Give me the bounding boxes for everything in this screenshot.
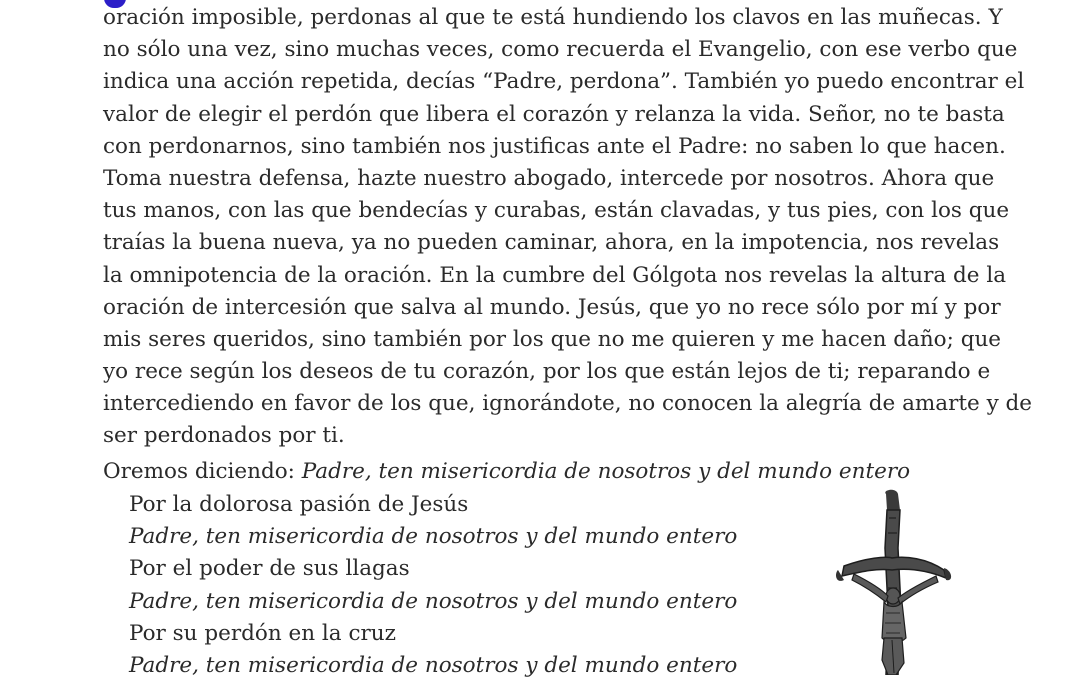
paragraph-line: mis seres queridos, sino también por los que no me quieren y me hacen daño; que xyxy=(103,326,1002,352)
paragraph-line: traías la buena nueva, ya no pueden caminar, ahora, en la impotencia, nos revelas xyxy=(103,230,1000,256)
paragraph-line: con perdonarnos, sino también nos justificas ante el Padre: no saben lo que hacen. xyxy=(103,133,1006,159)
paragraph-line: intercediendo en favor de los que, ignorándote, no conocen la alegría de amarte y de xyxy=(103,391,1033,417)
paragraph-line: no sólo una vez, sino muchas veces, como recuerda el Evangelio, con ese verbo que xyxy=(103,37,1018,63)
paragraph-line: oración de intercesión que salva al mundo. Jesús, que yo no rece sólo por mí y por xyxy=(103,294,1001,320)
crucifix-illustration xyxy=(826,488,956,675)
meditation-paragraph xyxy=(103,2,1033,453)
paragraph-line: indica una acción repetida, decías “Padre, perdona”. También yo puedo encontrar el xyxy=(103,69,1025,95)
prayer-intro xyxy=(103,456,910,488)
paragraph-line: la omnipotencia de la oración. En la cumbre del Gólgota nos revelas la altura de la xyxy=(103,262,1007,288)
prayer-intro-label: Oremos diciendo: xyxy=(103,459,302,484)
paragraph-line: tus manos, con las que bendecías y curabas, están clavadas, y tus pies, con los que xyxy=(103,198,1010,224)
paragraph-line: yo rece según los deseos de tu corazón, por los que están lejos de ti; reparando e xyxy=(103,359,991,385)
litany-invocation: Por la dolorosa pasión de Jesús xyxy=(129,492,469,517)
litany-invocation: Por su perdón en la cruz xyxy=(129,620,396,646)
litany-list xyxy=(129,489,737,682)
paragraph-line: valor de elegir el perdón que libera el corazón y relanza la vida. Señor, no te basta xyxy=(103,101,1005,127)
litany-response: Padre, ten misericordia de nosotros y del mundo entero xyxy=(129,588,738,614)
litany-response: Padre, ten misericordia de nosotros y del mundo entero xyxy=(129,652,738,678)
prayer-intro-response: Padre, ten misericordia de nosotros y del mundo entero xyxy=(301,459,911,484)
paragraph-line: Toma nuestra defensa, hazte nuestro abogado, intercede por nosotros. Ahora que xyxy=(103,165,995,191)
litany-invocation: Por el poder de sus llagas xyxy=(129,556,410,582)
paragraph-line: ser perdonados por ti. xyxy=(103,423,345,449)
paragraph-line: oración imposible, perdonas al que te está hundiendo los clavos en las muñecas. Y xyxy=(103,5,1003,30)
litany-response: Padre, ten misericordia de nosotros y del mundo entero xyxy=(129,524,738,550)
